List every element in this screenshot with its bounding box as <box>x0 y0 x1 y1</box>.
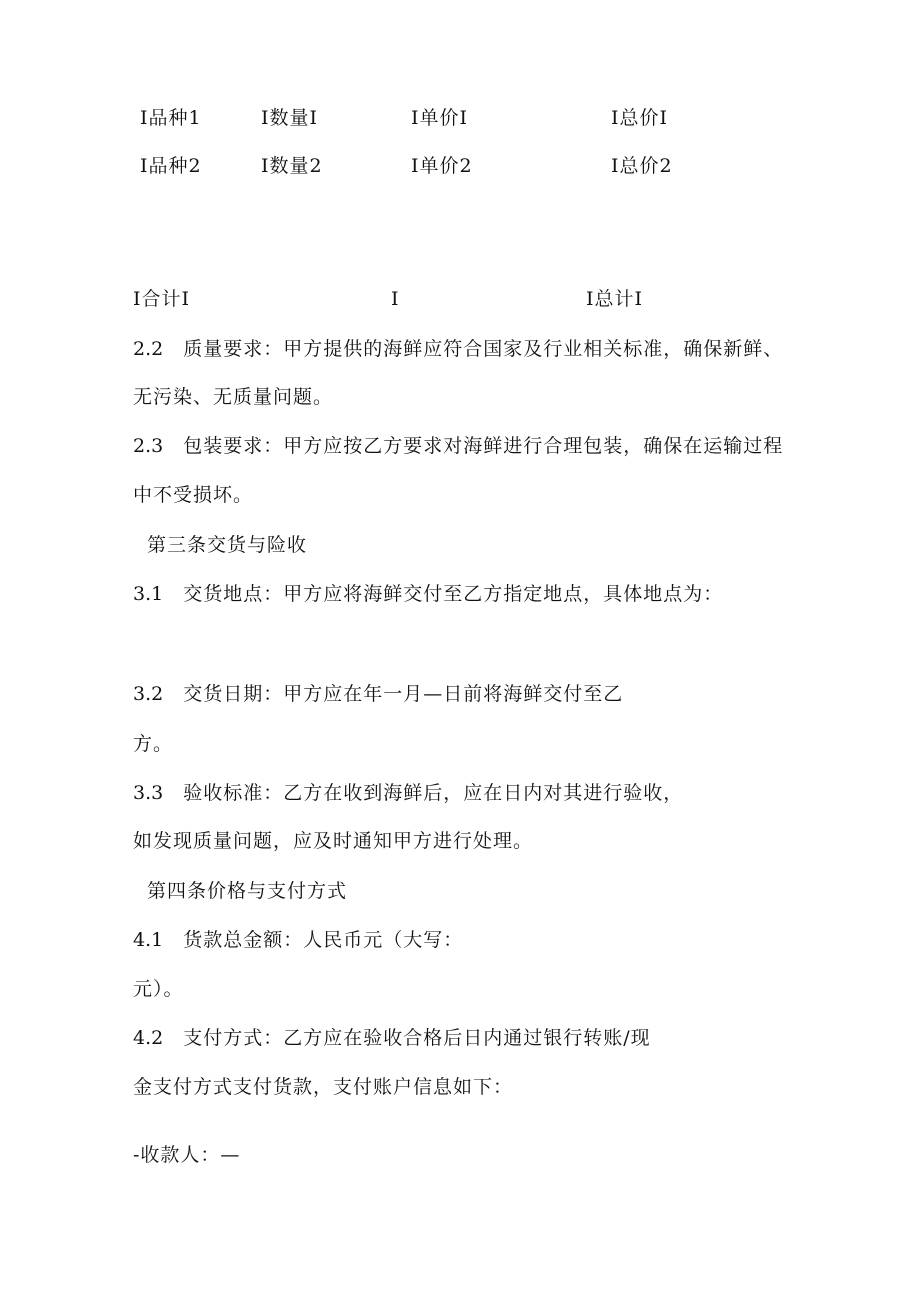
clause-text: 货款总金额：人民币元（大写： <box>183 929 464 951</box>
clause-3-2 <box>133 682 623 706</box>
table-cell-quantity-2: I数量2 <box>261 155 323 177</box>
table-cell-quantity-1: I数量I <box>261 107 319 129</box>
clause-3-3 <box>133 781 683 805</box>
clause-text: 质量要求：甲方提供的海鲜应符合国家及行业相关标准，确保新鲜、 <box>183 338 784 360</box>
clause-2-2-continued: 无污染、无质量问题。 <box>133 386 334 408</box>
table-cell-total-price-1: I总价I <box>611 107 669 129</box>
clause-number: 4.2 <box>133 1027 164 1049</box>
table-cell-total-price-2: I总价2 <box>611 155 673 177</box>
table-sum-total: I总计I <box>586 288 644 310</box>
table-cell-unit-price-2: I单价2 <box>411 155 473 177</box>
article-4-heading: 第四条价格与支付方式 <box>147 880 348 902</box>
table-cell-variety-1: I品种1 <box>140 107 202 129</box>
clause-text: 包装要求：甲方应按乙方要求对海鲜进行合理包装，确保在运输过程 <box>183 435 784 457</box>
clause-4-1-continued: 元）。 <box>133 978 184 1000</box>
table-cell-unit-price-1: I单价I <box>411 107 469 129</box>
payee-line: -收款人：— <box>133 1144 241 1166</box>
clause-4-1 <box>133 928 463 952</box>
clause-3-3-continued: 如发现质量问题，应及时通知甲方进行处理。 <box>133 830 534 852</box>
clause-2-2 <box>133 337 783 361</box>
clause-number: 3.1 <box>133 583 164 605</box>
clause-number: 4.1 <box>133 929 164 951</box>
table-sum-label: I合计I <box>133 288 191 310</box>
clause-number: 3.3 <box>133 782 164 804</box>
clause-2-3-continued: 中不受损坏。 <box>133 484 254 506</box>
clause-3-1 <box>133 582 723 606</box>
clause-text: 支付方式：乙方应在验收合格后日内通过银行转账/现 <box>183 1027 651 1049</box>
clause-4-2-continued: 金支付方式支付货款，支付账户信息如下： <box>133 1076 514 1098</box>
clause-4-2 <box>133 1026 651 1050</box>
clause-2-3 <box>133 434 783 458</box>
article-3-heading: 第三条交货与险收 <box>147 534 308 556</box>
clause-text: 交货日期：甲方应在年一月—日前将海鲜交付至乙 <box>183 683 624 705</box>
clause-number: 2.2 <box>133 338 164 360</box>
table-cell-variety-2: I品种2 <box>140 155 202 177</box>
table-sum-mid: I <box>391 288 400 310</box>
clause-3-2-continued: 方。 <box>133 733 174 755</box>
clause-number: 2.3 <box>133 435 164 457</box>
clause-text: 交货地点：甲方应将海鲜交付至乙方指定地点，具体地点为： <box>183 583 724 605</box>
clause-text: 验收标准：乙方在收到海鲜后，应在日内对其进行验收， <box>183 782 684 804</box>
clause-number: 3.2 <box>133 683 164 705</box>
